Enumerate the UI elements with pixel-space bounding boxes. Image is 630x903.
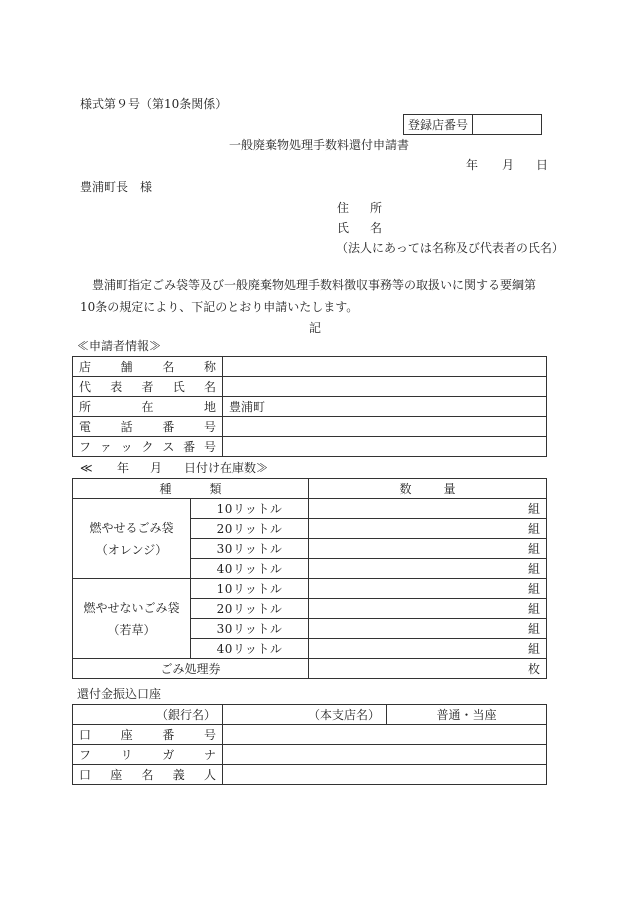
label-char: フ bbox=[79, 748, 92, 762]
registration-number-label: 登録店番号 bbox=[404, 115, 473, 135]
stock-heading-month: 月 bbox=[150, 461, 163, 475]
table-row bbox=[73, 377, 547, 397]
label-char: 番 bbox=[162, 420, 175, 434]
ticket-label: ごみ処理券 bbox=[73, 659, 309, 679]
registration-number-box bbox=[403, 114, 542, 135]
label-char: 称 bbox=[203, 360, 216, 374]
group-subname: （若草） bbox=[107, 622, 156, 637]
table-row bbox=[73, 499, 547, 519]
quantity-field[interactable] bbox=[309, 599, 547, 619]
row-label-account-holder bbox=[73, 765, 223, 785]
label-char: 表 bbox=[110, 380, 123, 394]
label-char: ク bbox=[141, 440, 154, 454]
applicant-info-heading: ≪申請者情報≫ bbox=[77, 339, 162, 353]
bank-name-label: （銀行名） bbox=[155, 708, 216, 722]
store-name-field[interactable] bbox=[223, 357, 547, 377]
label-char: 所 bbox=[79, 400, 92, 414]
label-char: 番 bbox=[162, 728, 175, 742]
group-name: 燃やせないごみ袋 bbox=[83, 600, 180, 615]
table-row bbox=[73, 705, 547, 725]
non-burnable-bag-group bbox=[73, 579, 191, 659]
label-char: 口 bbox=[79, 728, 92, 742]
table-row bbox=[73, 579, 547, 599]
label-char: 店 bbox=[79, 360, 92, 374]
branch-name-label: （本支店名） bbox=[307, 708, 380, 722]
row-label-fax bbox=[73, 437, 223, 457]
stock-heading-year: 年 bbox=[117, 461, 130, 475]
ticket-quantity-field[interactable] bbox=[309, 659, 547, 679]
group-subname: （オレンジ） bbox=[95, 542, 168, 557]
date-month-label: 月 bbox=[502, 158, 515, 172]
row-label-furigana bbox=[73, 745, 223, 765]
size-label: 10リットル bbox=[191, 499, 309, 519]
fax-field[interactable] bbox=[223, 437, 547, 457]
quantity-field[interactable] bbox=[309, 539, 547, 559]
label-char: 話 bbox=[120, 420, 133, 434]
quantity-field[interactable] bbox=[309, 519, 547, 539]
label-char: 名 bbox=[203, 380, 216, 394]
header-char: 類 bbox=[209, 482, 222, 496]
label-char: ナ bbox=[203, 748, 216, 762]
label-char: 座 bbox=[110, 768, 123, 782]
label-char: 舗 bbox=[120, 360, 133, 374]
unit-label: 組 bbox=[527, 542, 540, 556]
size-label: 30リットル bbox=[191, 539, 309, 559]
label-char: 口 bbox=[79, 768, 92, 782]
unit-label: 組 bbox=[527, 622, 540, 636]
refund-account-heading: 還付金振込口座 bbox=[77, 687, 162, 701]
unit-label: 組 bbox=[527, 562, 540, 576]
burnable-bag-group bbox=[73, 499, 191, 579]
bank-name-field[interactable] bbox=[73, 705, 223, 725]
table-row bbox=[73, 417, 547, 437]
label-char: ァ bbox=[99, 440, 112, 454]
label-char: ス bbox=[162, 440, 175, 454]
label-char: 名 bbox=[162, 360, 175, 374]
quantity-field[interactable] bbox=[309, 619, 547, 639]
stock-table bbox=[72, 478, 547, 679]
account-holder-field[interactable] bbox=[223, 765, 547, 785]
size-label: 40リットル bbox=[191, 639, 309, 659]
body-paragraph: 豊浦町指定ごみ袋等及び一般廃棄物処理手数料徴収事務等の取扱いに関する要綱第10条の規定により、下記のとおり申請いたします。 bbox=[80, 278, 537, 314]
account-type-field[interactable]: 普通・当座 bbox=[387, 705, 547, 725]
label-char: 号 bbox=[203, 420, 216, 434]
phone-field[interactable] bbox=[223, 417, 547, 437]
table-row bbox=[73, 659, 547, 679]
stock-heading-open: ≪ bbox=[80, 461, 93, 475]
document-title: 一般廃棄物処理手数料還付申請書 bbox=[229, 138, 410, 152]
label-char: 氏 bbox=[172, 380, 185, 394]
location-field[interactable]: 豊浦町 bbox=[223, 397, 547, 417]
name-label-char: 名 bbox=[370, 221, 383, 235]
row-label-phone bbox=[73, 417, 223, 437]
label-char: ッ bbox=[120, 440, 133, 454]
quantity-column-header bbox=[309, 479, 547, 499]
label-char: リ bbox=[120, 748, 133, 762]
type-column-header bbox=[73, 479, 309, 499]
account-number-field[interactable] bbox=[223, 725, 547, 745]
header-char: 種 bbox=[159, 482, 172, 496]
registration-number-field[interactable] bbox=[473, 115, 542, 135]
table-header-row bbox=[73, 479, 547, 499]
date-year-label: 年 bbox=[466, 158, 479, 172]
table-row bbox=[73, 725, 547, 745]
furigana-field[interactable] bbox=[223, 745, 547, 765]
unit-label: 枚 bbox=[527, 662, 540, 676]
unit-label: 組 bbox=[527, 642, 540, 656]
unit-label: 組 bbox=[527, 522, 540, 536]
table-row bbox=[73, 745, 547, 765]
table-row bbox=[73, 765, 547, 785]
label-char: 人 bbox=[203, 768, 216, 782]
representative-field[interactable] bbox=[223, 377, 547, 397]
unit-label: 組 bbox=[527, 502, 540, 516]
label-char: 者 bbox=[141, 380, 154, 394]
size-label: 40リットル bbox=[191, 559, 309, 579]
unit-label: 組 bbox=[527, 582, 540, 596]
label-char: 番 bbox=[183, 440, 196, 454]
header-char: 数 bbox=[399, 482, 412, 496]
size-label: 10リットル bbox=[191, 579, 309, 599]
size-label: 20リットル bbox=[191, 519, 309, 539]
address-label-char: 住 bbox=[337, 201, 350, 215]
name-label-char: 氏 bbox=[337, 221, 350, 235]
label-char: 地 bbox=[203, 400, 216, 414]
corporate-note: （法人にあっては名称及び代表者の氏名） bbox=[336, 241, 564, 255]
form-number: 様式第９号（第10条関係） bbox=[80, 97, 228, 111]
group-name: 燃やせるごみ袋 bbox=[89, 520, 174, 535]
ki-heading: 記 bbox=[309, 321, 322, 335]
label-char: 座 bbox=[120, 728, 133, 742]
quantity-field[interactable] bbox=[309, 639, 547, 659]
label-char: 電 bbox=[79, 420, 92, 434]
row-label-account-number bbox=[73, 725, 223, 745]
label-char: 義 bbox=[172, 768, 185, 782]
size-label: 30リットル bbox=[191, 619, 309, 639]
date-day-label: 日 bbox=[536, 158, 549, 172]
row-label-store-name bbox=[73, 357, 223, 377]
label-char: フ bbox=[79, 440, 92, 454]
quantity-field[interactable] bbox=[309, 579, 547, 599]
addressee: 豊浦町長 様 bbox=[80, 180, 153, 194]
label-char: 代 bbox=[79, 380, 92, 394]
table-row bbox=[73, 437, 547, 457]
refund-account-table bbox=[72, 704, 547, 785]
row-label-location bbox=[73, 397, 223, 417]
stock-heading-rest: 日付け在庫数≫ bbox=[184, 461, 269, 475]
applicant-info-table bbox=[72, 356, 547, 457]
unit-label: 組 bbox=[527, 602, 540, 616]
label-char: 在 bbox=[141, 400, 154, 414]
label-char: 号 bbox=[203, 440, 216, 454]
row-label-representative bbox=[73, 377, 223, 397]
quantity-field[interactable] bbox=[309, 559, 547, 579]
label-char: 名 bbox=[141, 768, 154, 782]
quantity-field[interactable] bbox=[309, 499, 547, 519]
label-char: 号 bbox=[203, 728, 216, 742]
address-label-char: 所 bbox=[370, 201, 383, 215]
branch-name-field[interactable] bbox=[223, 705, 387, 725]
header-char: 量 bbox=[443, 482, 456, 496]
size-label: 20リットル bbox=[191, 599, 309, 619]
table-row bbox=[73, 357, 547, 377]
label-char: ガ bbox=[162, 748, 175, 762]
table-row bbox=[73, 397, 547, 417]
